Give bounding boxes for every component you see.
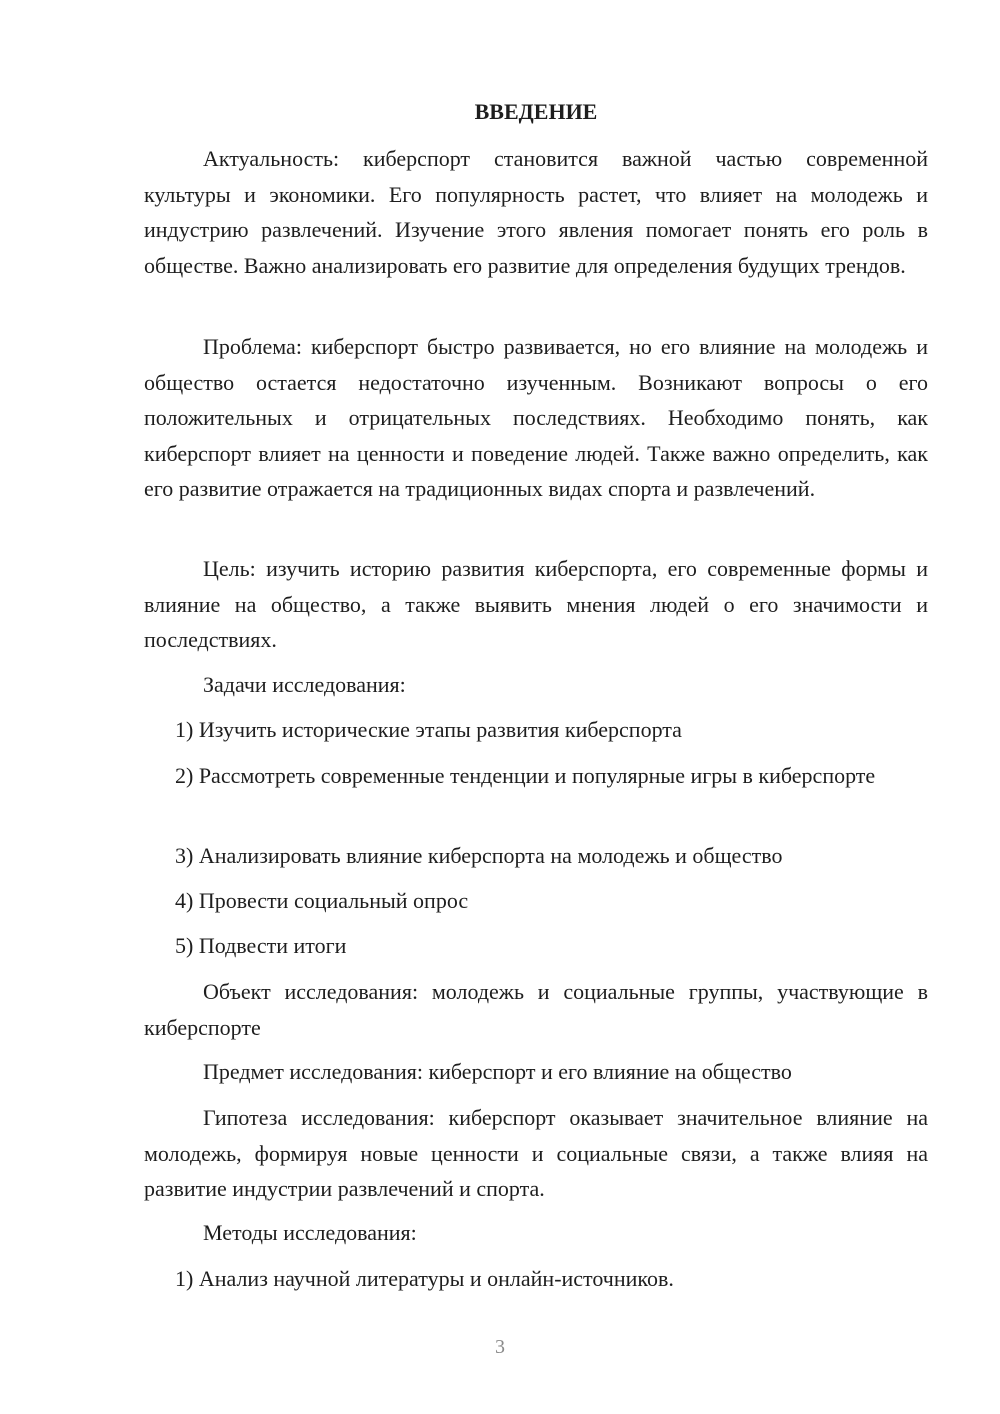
task-item-4: 4) Провести социальный опрос — [175, 888, 469, 913]
subject-paragraph: Предмет исследования: киберспорт и его влияние на общество — [203, 1059, 792, 1084]
hypothesis-paragraph: Гипотеза исследования: киберспорт оказывает значительное влияние на молодежь, формируя новые ценности и социальные связи, а также влияя на развитие индустрии развлечений и спорта. — [144, 1105, 928, 1201]
task-item-5: 5) Подвести итоги — [175, 933, 347, 958]
page-number: 3 — [495, 1336, 505, 1358]
method-item-1: 1) Анализ научной литературы и онлайн-источников. — [175, 1266, 674, 1291]
methods-heading: Методы исследования: — [203, 1220, 417, 1245]
tasks-heading: Задачи исследования: — [203, 672, 406, 697]
goal-paragraph: Цель: изучить историю развития киберспорта, его современные формы и влияние на общество, а также выявить мнения людей о его значимости и последствиях. — [144, 556, 928, 652]
problem-paragraph: Проблема: киберспорт быстро развивается, но его влияние на молодежь и общество остается недостаточно изученным. Возникают вопросы о его положительных и отрицательных последствиях. Необходимо понять, как киберспорт влияет на ценности и поведение людей. Также важно определить, как его развитие отражается на традиционных видах спорта и развлечений. — [144, 334, 928, 501]
page-title: ВВЕДЕНИЕ — [474, 99, 598, 124]
object-paragraph: Объект исследования: молодежь и социальные группы, участвующие в киберспорте — [144, 979, 928, 1040]
task-item-2: 2) Рассмотреть современные тенденции и популярные игры в киберспорте — [175, 763, 876, 788]
task-item-1: 1) Изучить исторические этапы развития киберспорта — [175, 717, 682, 742]
relevance-paragraph: Актуальность: киберспорт становится важной частью современной культуры и экономики. Его популярность растет, что влияет на молодежь и индустрию развлечений. Изучение этого явления помогает понять его роль в обществе. Важно анализировать его развитие для определения будущих трендов. — [144, 146, 928, 278]
task-item-3: 3) Анализировать влияние киберспорта на молодежь и общество — [175, 843, 783, 868]
